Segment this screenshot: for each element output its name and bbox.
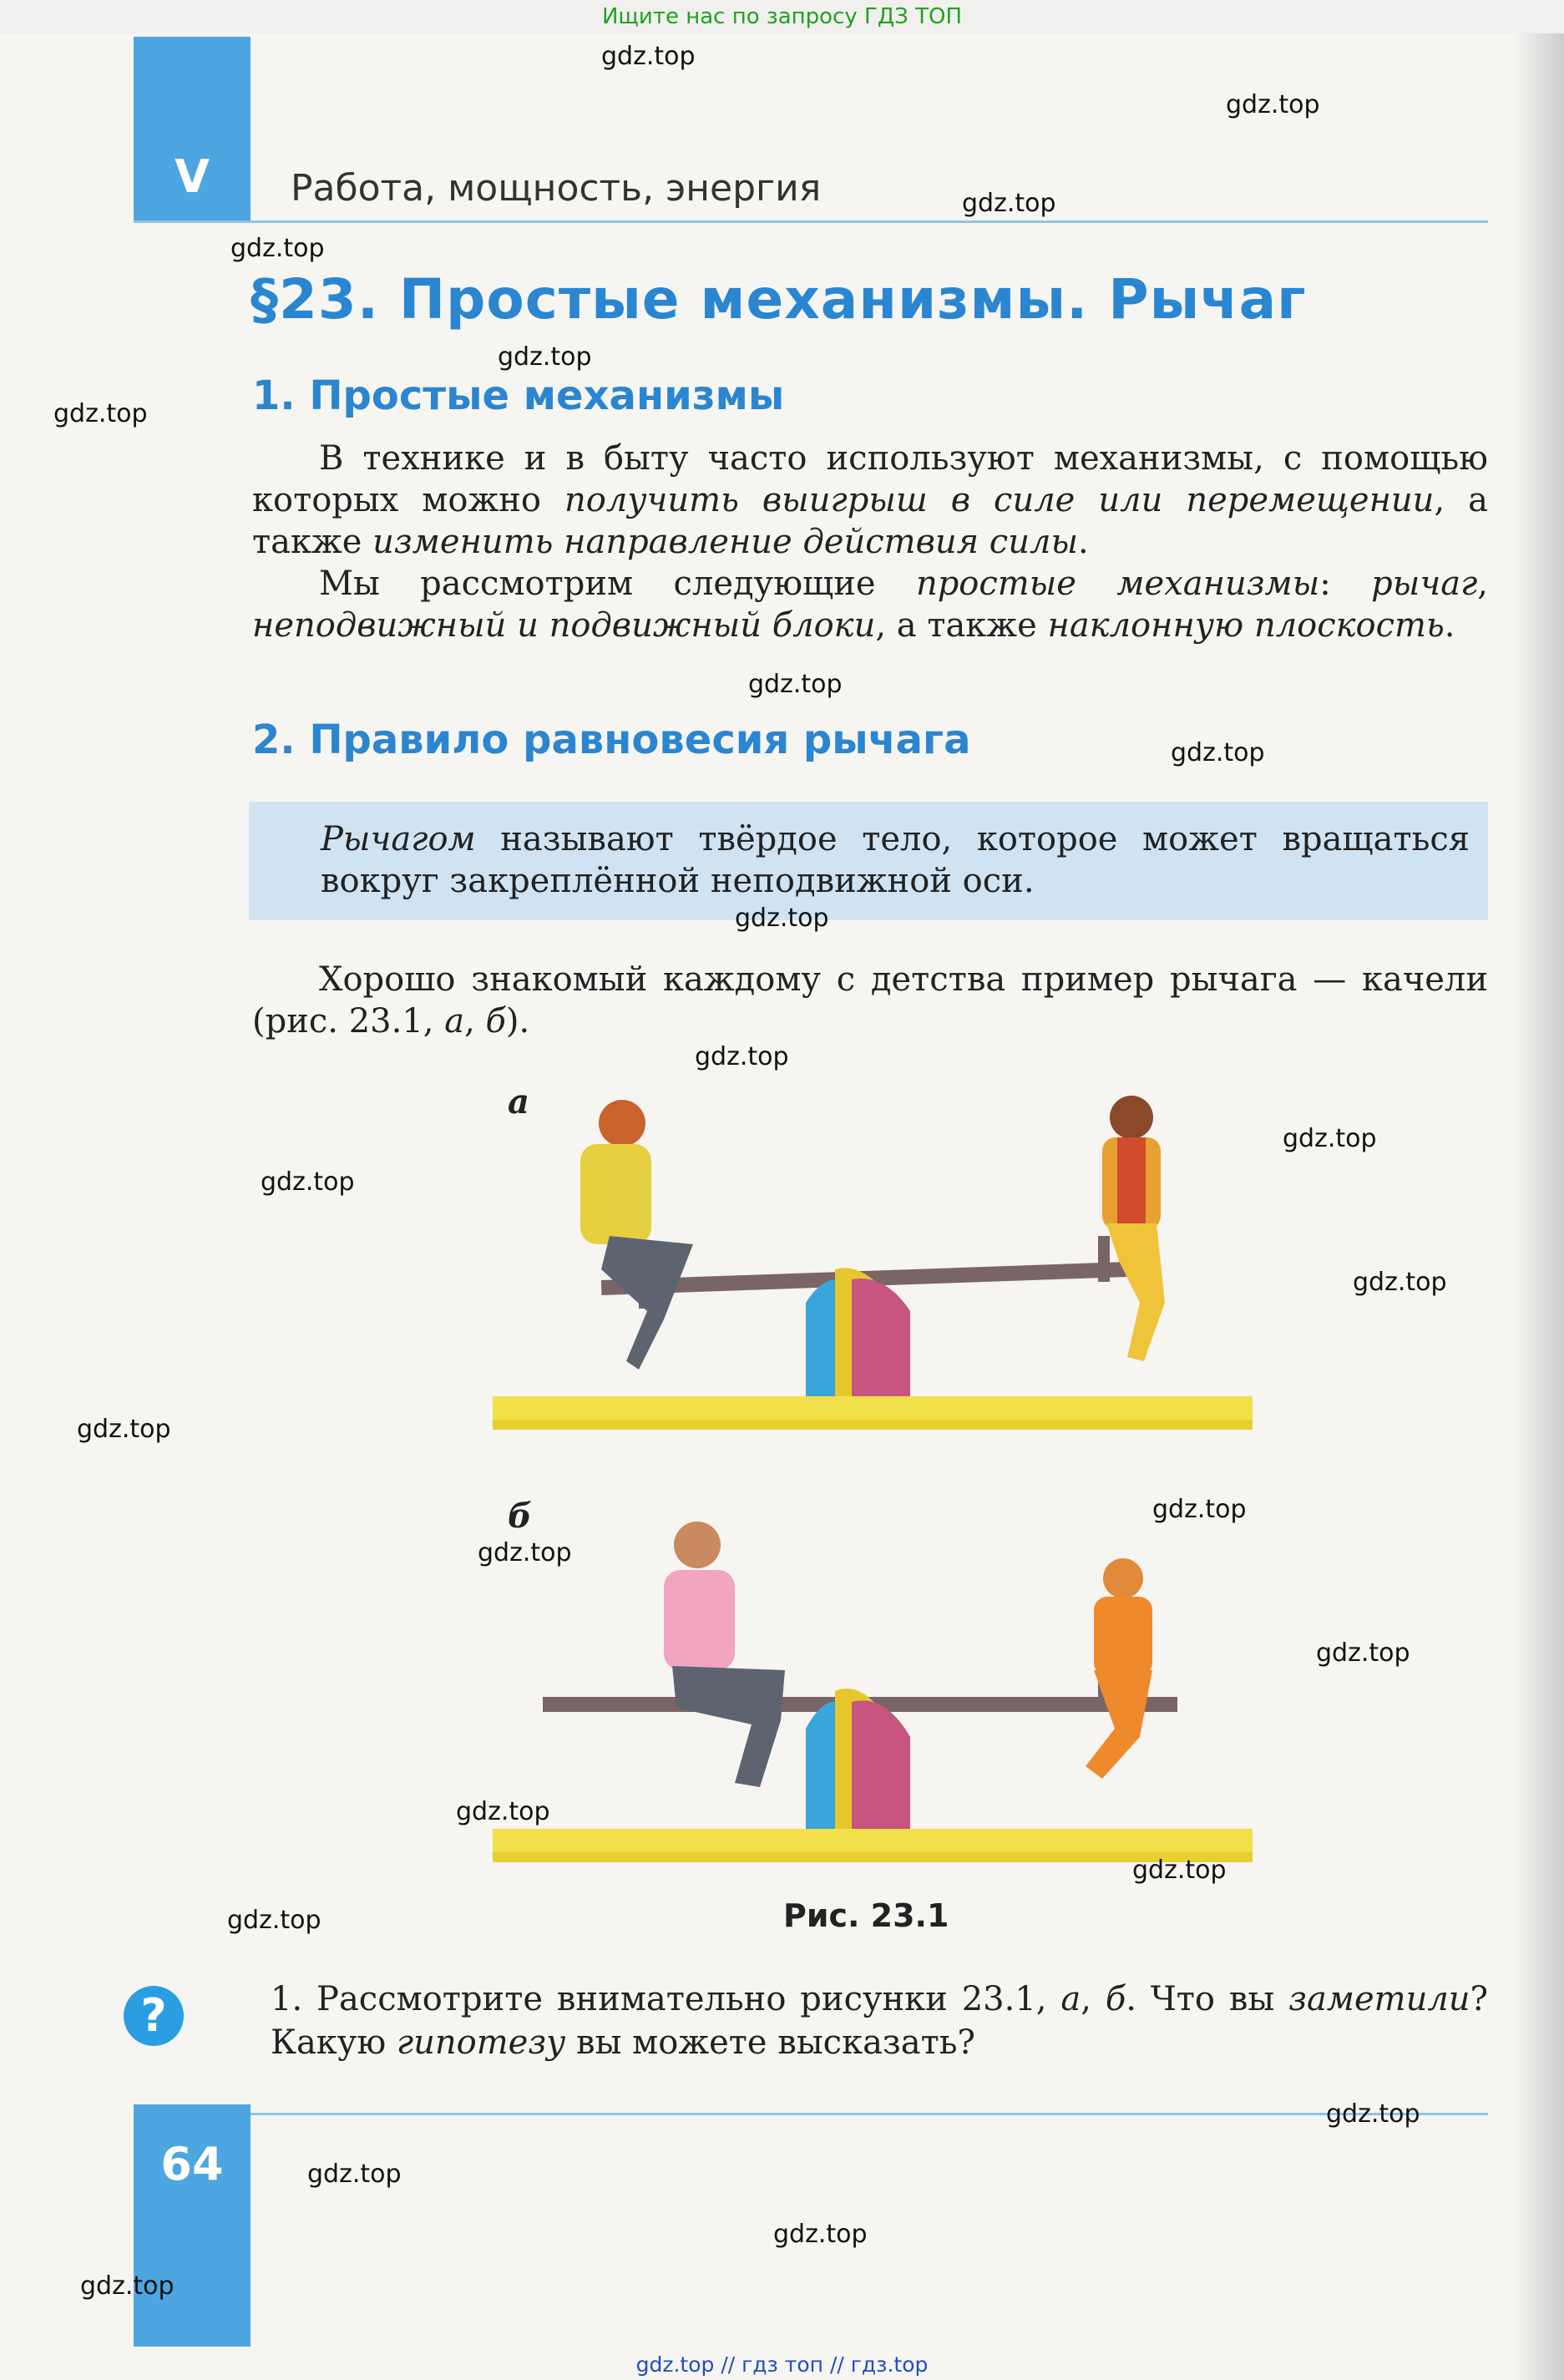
watermark: gdz.top <box>1316 1638 1410 1668</box>
section1-paragraph2 <box>252 563 1488 646</box>
watermark: gdz.top <box>307 2160 402 2189</box>
text-run: Мы рассмотрим следующие <box>319 565 916 603</box>
watermark: gdz.top <box>498 342 592 372</box>
emphasis: заметили <box>1288 1980 1470 2018</box>
emphasis: б <box>485 1002 506 1041</box>
page-fold-shadow <box>1514 33 1564 2380</box>
seesaw-illustration-a <box>484 1086 1269 1436</box>
watermark: gdz.top <box>227 1906 321 1935</box>
emphasis: б <box>1105 1980 1126 2018</box>
watermark: gdz.top <box>1132 1856 1227 1885</box>
emphasis: наклонную плоскость <box>1047 606 1445 645</box>
chapter-title: Работа, мощность, энергия <box>291 167 822 210</box>
watermark: gdz.top <box>80 2271 175 2301</box>
paragraph-title: §23. Простые механизмы. Рычаг <box>251 267 1307 332</box>
watermark: gdz.top <box>77 1415 171 1444</box>
section2-title: 2. Правило равновесия рычага <box>252 717 971 763</box>
text-run: . Что вы <box>1126 1980 1289 2018</box>
text-run: В технике и в быту часто используют механизмы, с помощью которых можно <box>252 439 1488 519</box>
figure-label-a: а <box>508 1082 529 1122</box>
watermark: gdz.top <box>261 1167 355 1197</box>
text-run: , а также <box>252 481 1489 561</box>
emphasis: неподвижный и подвижный блоки <box>252 606 876 645</box>
watermark: gdz.top <box>1326 2099 1420 2129</box>
watermark: gdz.top <box>53 399 148 428</box>
watermark: gdz.top <box>601 42 696 71</box>
text-run: 1. Рассмотрите внимательно рисунки 23.1, <box>271 1980 1061 2018</box>
question-icon: ? <box>124 1986 184 2046</box>
text-run: : <box>1319 565 1372 603</box>
emphasis: Рычагом <box>321 820 476 858</box>
watermark: gdz.top <box>1171 738 1265 767</box>
text-run: . <box>1078 523 1089 561</box>
text-run: , <box>464 1002 486 1041</box>
section1-title: 1. Простые механизмы <box>252 372 785 419</box>
text-run: вы можете высказать? <box>565 2023 975 2062</box>
emphasis: простые механизмы <box>915 565 1320 603</box>
figure-label-b: б <box>508 1496 532 1536</box>
header-rule <box>134 220 1488 223</box>
emphasis: а <box>444 1002 465 1041</box>
text-run: , а также <box>875 606 1048 645</box>
watermark: gdz.top <box>748 670 843 699</box>
text-run: , <box>1477 565 1489 603</box>
bottom-banner[interactable]: gdz.top // гдз топ // гдз.top <box>635 2352 929 2377</box>
watermark: gdz.top <box>1283 1124 1377 1153</box>
emphasis: а <box>1060 1980 1081 2018</box>
watermark: gdz.top <box>773 2220 868 2249</box>
text-run: ). <box>505 1002 530 1041</box>
section1-paragraph1 <box>252 438 1488 563</box>
text-run: , <box>1081 1980 1106 2018</box>
watermark: gdz.top <box>456 1797 550 1826</box>
watermark: gdz.top <box>230 234 325 263</box>
section2-text <box>252 959 1488 1042</box>
watermark: gdz.top <box>1152 1495 1247 1524</box>
text-run: называют твёрдое тело, которое может вращаться вокруг закреплённой неподвижной оси. <box>321 820 1470 900</box>
definition-text <box>321 818 1470 902</box>
watermark: gdz.top <box>962 189 1056 218</box>
text-run: ? Какую <box>271 1980 1489 2062</box>
chapter-number: V <box>175 150 210 203</box>
emphasis: гипотезу <box>396 2023 566 2062</box>
page-number: 64 <box>160 2138 224 2190</box>
watermark: gdz.top <box>478 1538 572 1567</box>
watermark: gdz.top <box>1226 90 1320 119</box>
watermark: gdz.top <box>695 1042 789 1071</box>
seesaw-illustration-b <box>484 1503 1269 1871</box>
text-run: . <box>1444 606 1455 645</box>
text-run: Хорошо знакомый каждому с детства пример рычага — качели (рис. 23.1, <box>252 960 1488 1041</box>
figure-caption: Рис. 23.1 <box>783 1897 949 1934</box>
emphasis: изменить направление действия силы <box>372 523 1079 561</box>
top-banner[interactable]: Ищите нас по запросу ГДЗ ТОП <box>601 4 963 29</box>
watermark: gdz.top <box>1353 1268 1447 1297</box>
watermark: gdz.top <box>735 904 829 933</box>
section2-paragraph <box>252 959 1488 1042</box>
section1-text <box>252 438 1488 646</box>
emphasis: рычаг <box>1371 565 1478 603</box>
question-text <box>271 1977 1488 2064</box>
footer-rule <box>134 2113 1488 2115</box>
emphasis: получить выигрыш в силе или перемещении <box>564 481 1435 519</box>
